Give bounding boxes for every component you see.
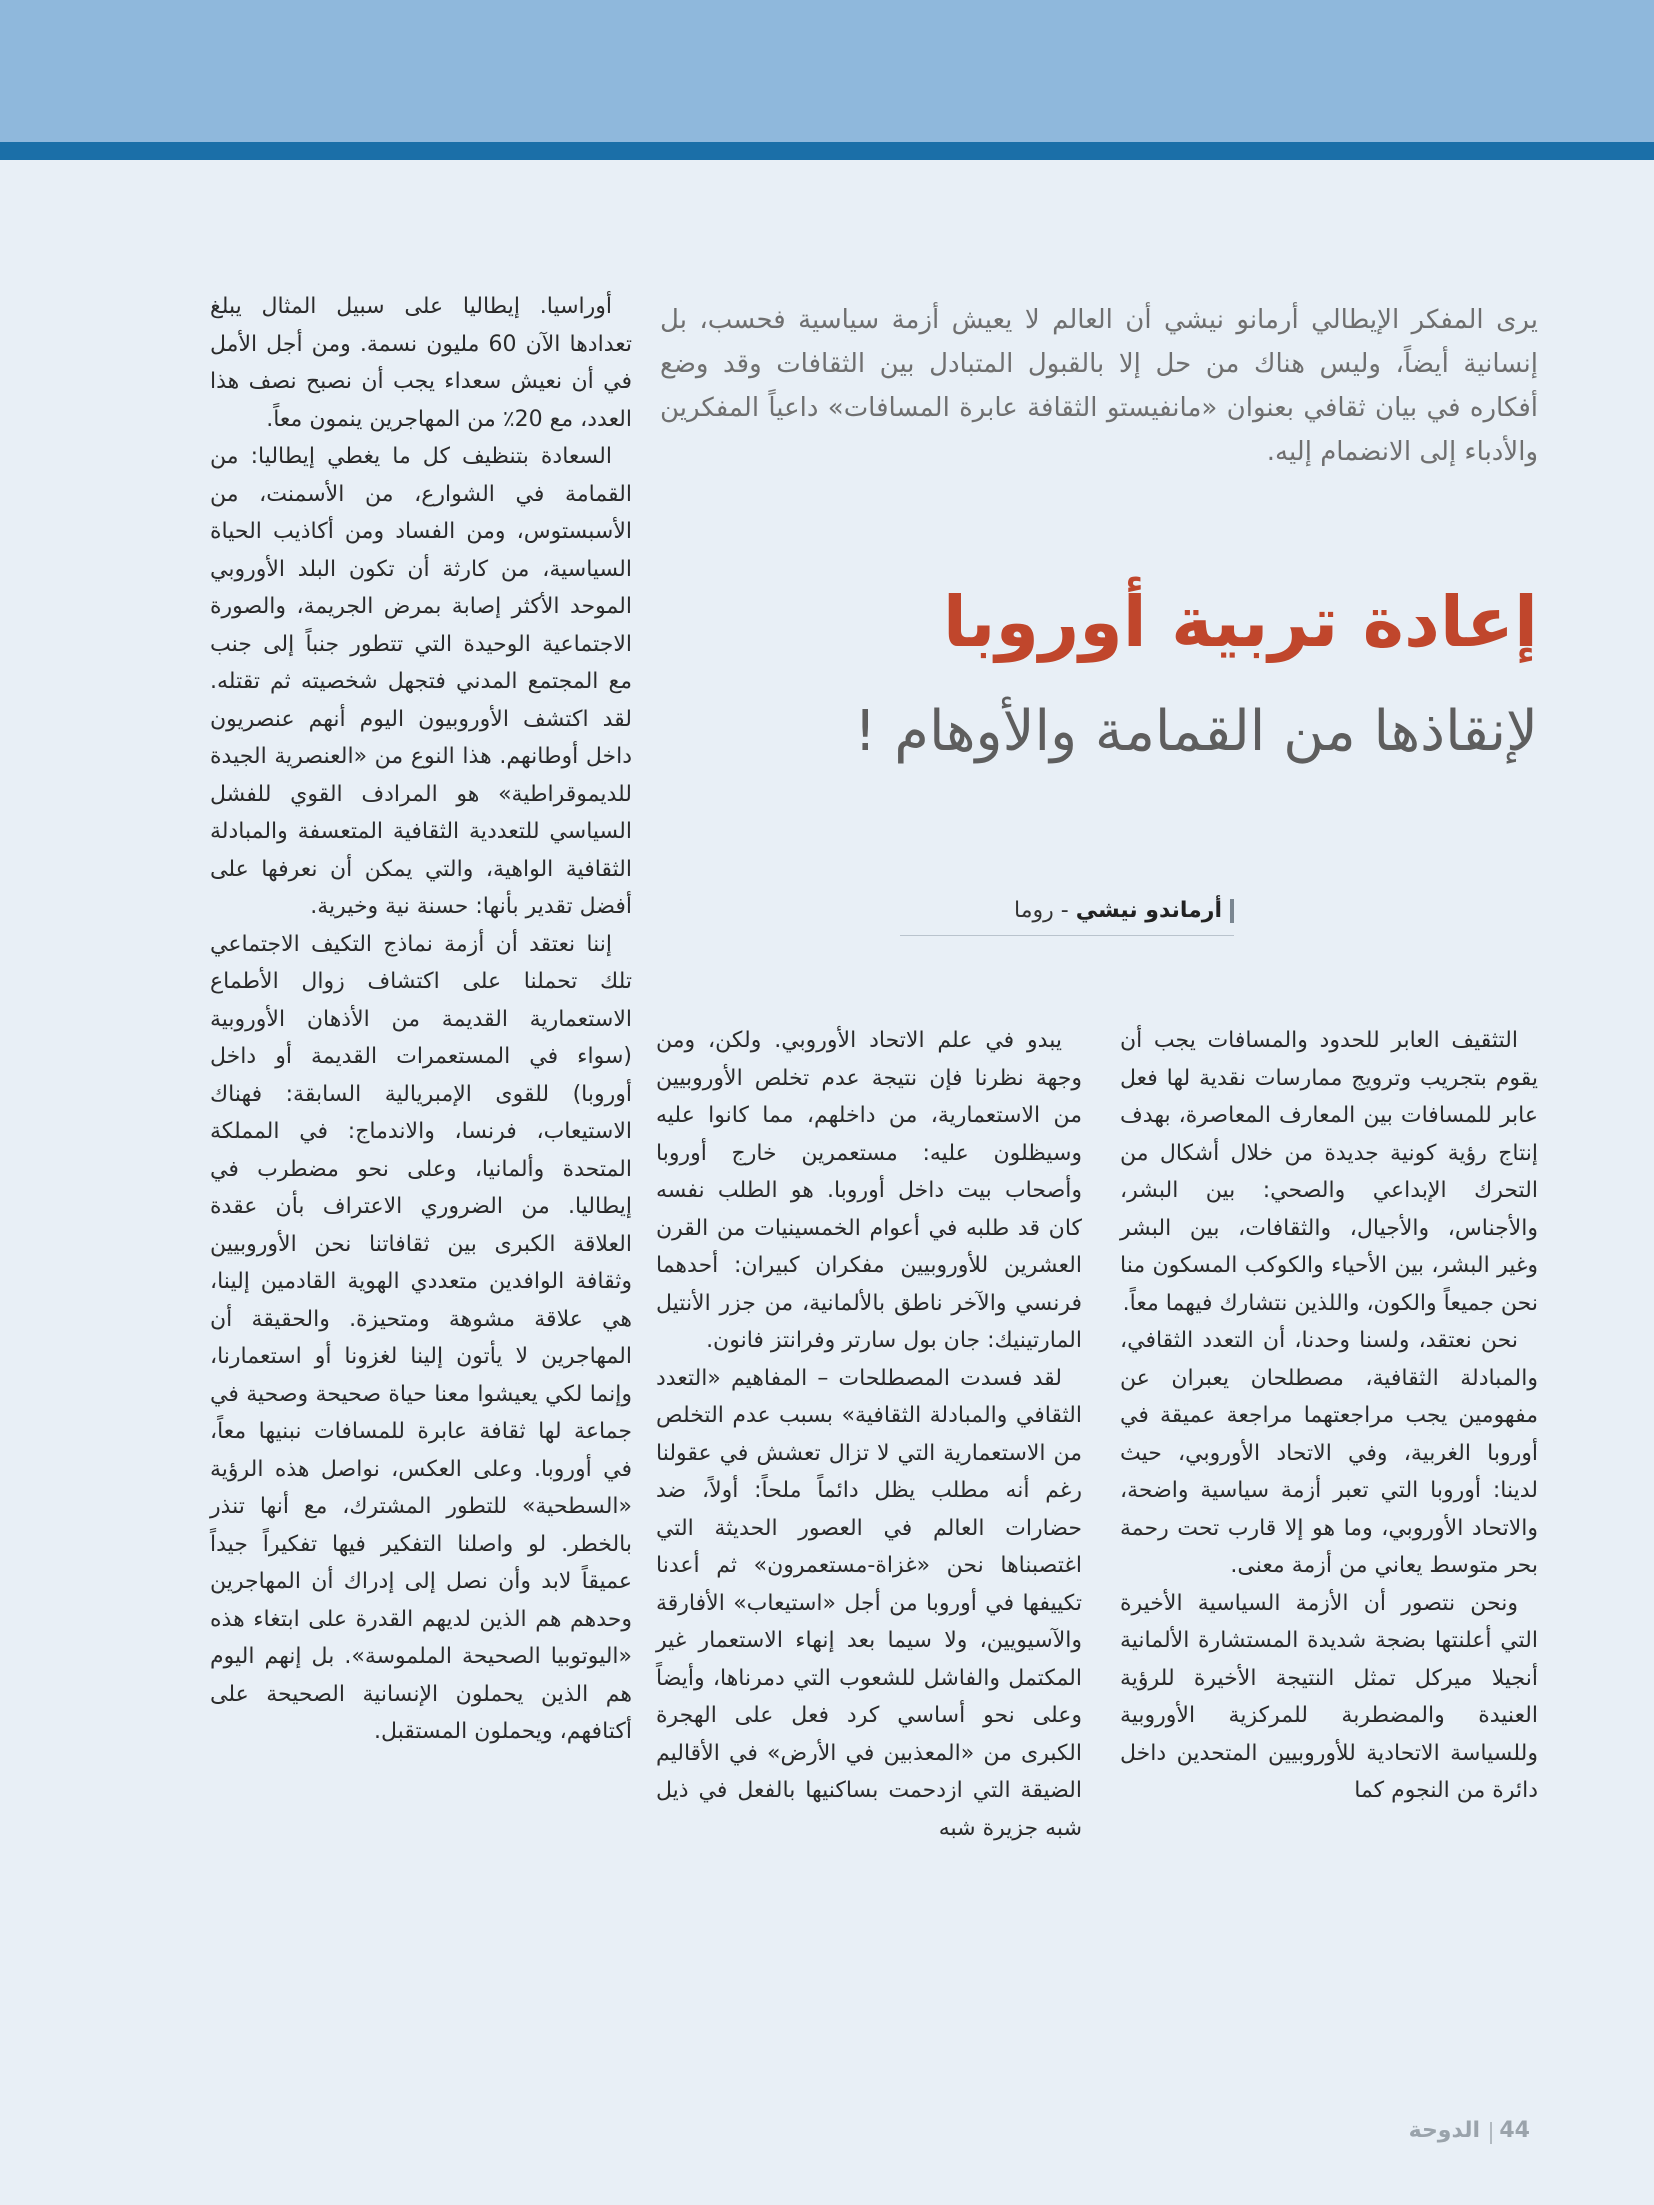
paragraph: إننا نعتقد أن أزمة نماذج التكيف الاجتماعي تلك تحملنا على اكتشاف زوال الأطماع الاستعمارية القديمة من الأذهان الأوروبية (سواء في المستعمرات القديمة أو داخل أوروبا) للقوى الإمبريالية السابقة: فهناك الاستيعاب، فرنسا، والاندماج: في المملكة المتحدة وألمانيا، وعلى نحو مضطرب في إيطاليا. من الضروري الاعتراف بأن عقدة العلاقة الكبرى بين ثقافاتنا نحن الأوروبيين وثقافة الوافدين متعددي الهوية القادمين إلينا، هي علاقة مشوهة ومتحيزة. والحقيقة أن المهاجرين لا يأتون إلينا لغزونا أو استعمارنا، وإنما لكي يعيشوا معنا حياة صحيحة وصحية في جماعة لها ثقافة عابرة للمسافات نبنيها معاً، في أوروبا. وعلى العكس، نواصل هذه الرؤية «السطحية» للتطور المشترك، مع أنها تنذر بالخطر. لو واصلنا التفكير فيها تفكيراً جيداً عميقاً لابد وأن نصل إلى إدراك أن المهاجرين وحدهم هم الذين لديهم القدرة على ابتغاء هذه «اليوتوبيا الصحيحة الملموسة». بل إنهم اليوم هم الذين يحملون الإنسانية الصحيحة على أكتافهم، ويحملون المستقبل. [210,931,632,1744]
article-headline: إعادة تربية أوروبا [942,581,1538,663]
intro-paragraph: يرى المفكر الإيطالي أرمانو نيشي أن العالم لا يعيش أزمة سياسية فحسب، بل إنسانية أيضاً، وليس هناك من حل إلا بالقبول المتبادل بين الثقافات وقد وضع أفكاره في بيان ثقافي بعنوان «مانفيستو الثقافة عابرة المسافات» داعياً المفكرين والأدباء إلى الانضمام إليه. [660,305,1538,467]
top-color-band [0,0,1654,142]
text-column-middle [656,1022,1082,1847]
text-column-right [1120,1022,1538,1810]
page-number: 44 [1499,2118,1530,2143]
byline-author: أرماندو نيشي [1075,898,1222,923]
byline [900,893,1234,936]
footer-separator [1490,2122,1492,2144]
paragraph: يبدو في علم الاتحاد الأوروبي. ولكن، ومن وجهة نظرنا فإن نتيجة عدم تخلص الأوروبيين من الاستعمارية، من داخلهم، مما كانوا عليه وسيظلون عليه: مستعمرين خارج أوروبا وأصحاب بيت داخل أوروبا. هو الطلب نفسه كان قد طلبه في أعوام الخمسينيات من القرن العشرين للأوروبيين مفكران كبيران: أحدهما فرنسي والآخر ناطق بالألمانية، من جزر الأنتيل المارتينيك: جان بول سارتر وفرانتز فانون. [656,1028,1082,1353]
paragraph: لقد فسدت المصطلحات – المفاهيم «التعدد الثقافي والمبادلة الثقافية» بسبب عدم التخلص من الاستعمارية التي لا تزال تعشش في عقولنا رغم أنه مطلب يظل دائماً ملحاً: أولاً، ضد حضارات العالم في العصور الحديثة التي اغتصبناها نحن «غزاة-مستعمرون» ثم أعدنا تكييفها في أوروبا من أجل «استيعاب» الأفارقة والآسيويين، ولا سيما بعد إنهاء الاستعمار غير المكتمل والفاشل للشعوب التي دمرناها، وأيضاً وعلى نحو أساسي كرد فعل على الهجرة الكبرى من «المعذبين في الأرض» في الأقاليم الضيقة التي ازدحمت بساكنيها بالفعل في ذيل شبه جزيرة شبه [656,1365,1082,1841]
paragraph: السعادة بتنظيف كل ما يغطي إيطاليا: من القمامة في الشوارع، من الأسمنت، من الأسبستوس، ومن الفساد ومن أكاذيب الحياة السياسية، من كارثة أن تكون البلد الأوروبي الموحد الأكثر إصابة بمرض الجريمة، والصورة الاجتماعية الوحيدة التي تتطور جنباً إلى جنب مع المجتمع المدني فتجهل شخصيته ثم تقتله. لقد اكتشف الأوروبيون اليوم أنهم عنصريون داخل أوطانهم. هذا النوع من «العنصرية الجيدة للديموقراطية» هو المرادف القوي للفشل السياسي للتعددية الثقافية المتعسفة والمبادلة الثقافية الواهية، والتي يمكن أن نعرفها على أفضل تقدير بأنها: حسنة نية وخيرية. [210,444,632,919]
paragraph: ونحن نتصور أن الأزمة السياسية الأخيرة التي أعلنتها بضجة شديدة المستشارة الألمانية أنجيلا ميركل تمثل النتيجة الأخيرة للرؤية العنيدة والمضطربة للمركزية الأوروبية وللسياسة الاتحادية للأوروبيين المتحدين داخل دائرة من النجوم كما [1120,1590,1538,1803]
top-rule [0,142,1654,160]
paragraph: أوراسيا. إيطاليا على سبيل المثال يبلغ تعدادها الآن 60 مليون نسمة. ومن أجل الأمل في أن نعيش سعداء يجب أن نصبح نصف هذا العدد، مع 20٪ من المهاجرين ينمون معاً. [210,294,632,432]
byline-location: - روما [1014,898,1069,923]
byline-marker [1230,899,1234,923]
article-subtitle: لإنقاذها من القمامة والأوهام ! [854,699,1538,764]
magazine-name: الدوحة [1408,2118,1480,2143]
text-column-left [210,288,632,1751]
paragraph: التثقيف العابر للحدود والمسافات يجب أن يقوم بتجريب وترويج ممارسات نقدية لها فعل عابر للمسافات بين المعارف المعاصرة، بهدف إنتاج رؤية كونية جديدة من خلال أشكال من التحرك الإبداعي والصحي: بين البشر، والأجناس، والأجيال، والثقافات، بين البشر وغير البشر، بين الأحياء والكوكب المسكون منا نحن جميعاً والكون، واللذين نتشارك فيهما معاً. [1120,1028,1538,1316]
page-footer [1400,2118,1530,2150]
paragraph: نحن نعتقد، ولسنا وحدنا، أن التعدد الثقافي، والمبادلة الثقافية، مصطلحان يعبران عن مفهومين يجب مراجعتهما مراجعة عميقة في أوروبا الغربية، وفي الاتحاد الأوروبي، حيث لدينا: أوروبا التي تعبر أزمة سياسية واضحة، والاتحاد الأوروبي، وما هو إلا قارب تحت رحمة بحر متوسط يعاني من أزمة معنى. [1120,1328,1538,1578]
